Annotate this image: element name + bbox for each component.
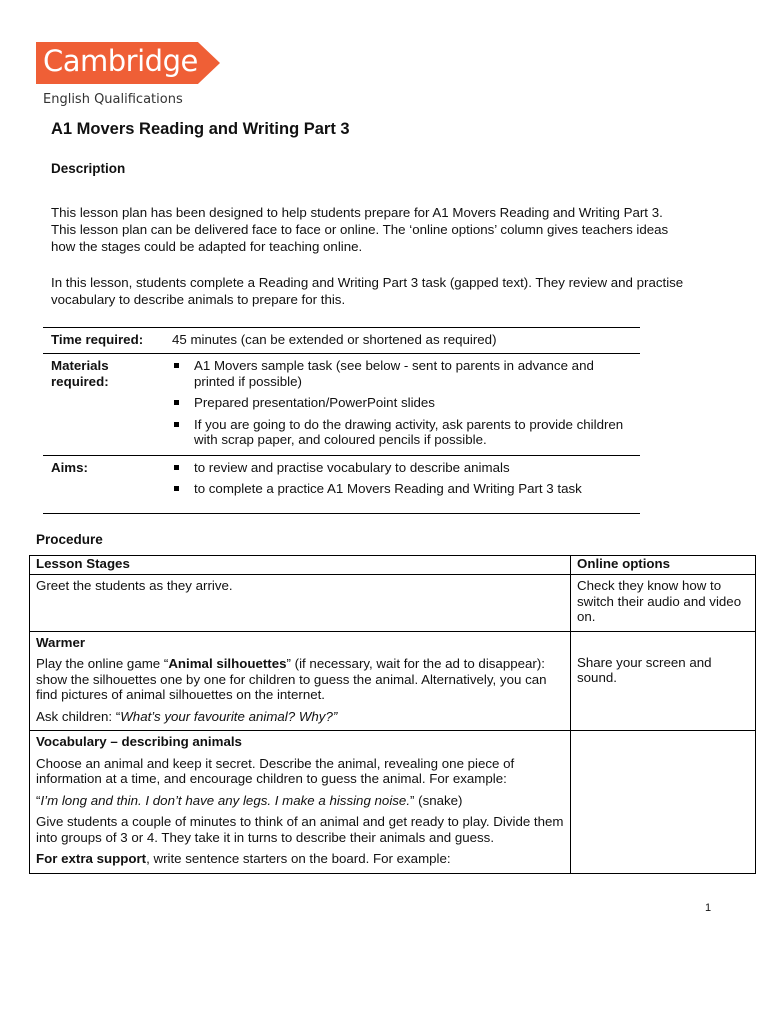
- vocabulary-online-option: [571, 731, 756, 874]
- col-header-lesson-stages: Lesson Stages: [30, 556, 571, 575]
- procedure-table: [29, 555, 756, 874]
- greeting-online-option: Check they know how to switch their audio and video on.: [571, 575, 756, 632]
- list-item: to complete a practice A1 Movers Reading and Writing Part 3 task: [172, 481, 632, 497]
- page-number: 1: [705, 902, 712, 914]
- greeting-stage: Greet the students as they arrive.: [30, 575, 571, 632]
- page-title: A1 Movers Reading and Writing Part 3: [51, 120, 350, 138]
- list-item: A1 Movers sample task (see below - sent to parents in advance and printed if possible): [172, 358, 632, 389]
- table-header-row: [30, 556, 756, 575]
- warmer-title: Warmer: [36, 634, 86, 650]
- aims-row: [43, 455, 640, 513]
- col-header-online-options: Online options: [571, 556, 756, 575]
- table-row: [30, 631, 756, 731]
- aims-list: [172, 460, 632, 497]
- game-name: Animal silhouettes: [168, 656, 287, 671]
- description-paragraph-2: In this lesson, students complete a Reading and Writing Part 3 task (gapped text). They review and practise vocabulary to describe animals to prepare for this.: [51, 275, 684, 308]
- materials-row: [43, 354, 640, 456]
- vocabulary-extra-support: For extra support, write sentence starters on the board. For example:: [36, 851, 451, 866]
- table-row: [30, 575, 756, 632]
- list-item: to review and practise vocabulary to describe animals: [172, 460, 632, 476]
- description-paragraph-1: This lesson plan has been designed to help students prepare for A1 Movers Reading and Writing Part 3. This lesson plan can be delivered face to face or online. The ‘online options’ column gives teachers ideas how the stages could be adapted for teaching online.: [51, 205, 669, 255]
- vocabulary-group-activity: Give students a couple of minutes to think of an animal and get ready to play. Divide them into groups of 3 or 4. They take it in turns to describe their animals and guess.: [36, 814, 564, 845]
- logo-brand-text: Cambridge: [43, 44, 198, 78]
- vocabulary-stage: [30, 731, 571, 874]
- warmer-stage: [30, 631, 571, 731]
- warmer-instructions: Play the online game “Animal silhouettes” (if necessary, wait for the ad to disappear): show the silhouettes one by one for children to guess the animal. Alternatively, you can find pictures of animal silhouettes on the internet.: [36, 656, 547, 702]
- list-item: If you are going to do the drawing activity, ask parents to provide children with scrap paper, and coloured pencils if possible.: [172, 417, 632, 448]
- materials-label: Materials required:: [43, 354, 164, 456]
- list-item: Prepared presentation/PowerPoint slides: [172, 395, 632, 411]
- warmer-online-option: Share your screen and sound.: [571, 631, 756, 731]
- procedure-heading: Procedure: [36, 532, 103, 547]
- vocabulary-example: “I’m long and thin. I don’t have any legs. I make a hissing noise.” (snake): [36, 792, 463, 808]
- lesson-info-table: [43, 327, 640, 514]
- time-label: Time required:: [43, 328, 164, 354]
- time-row: [43, 328, 640, 354]
- vocabulary-instructions: Choose an animal and keep it secret. Describe the animal, revealing one piece of information at a time, and encourage children to guess the animal. For example:: [36, 755, 515, 786]
- warmer-question: Ask children: “What’s your favourite animal? Why?”: [36, 708, 338, 724]
- description-heading: Description: [51, 161, 126, 176]
- aims-label: Aims:: [43, 455, 164, 513]
- materials-list: [172, 358, 632, 448]
- table-row: [30, 731, 756, 874]
- time-value: 45 minutes (can be extended or shortened as required): [164, 328, 640, 354]
- vocabulary-title: Vocabulary – describing animals: [36, 734, 242, 749]
- logo-subtitle: English Qualifications: [43, 92, 183, 107]
